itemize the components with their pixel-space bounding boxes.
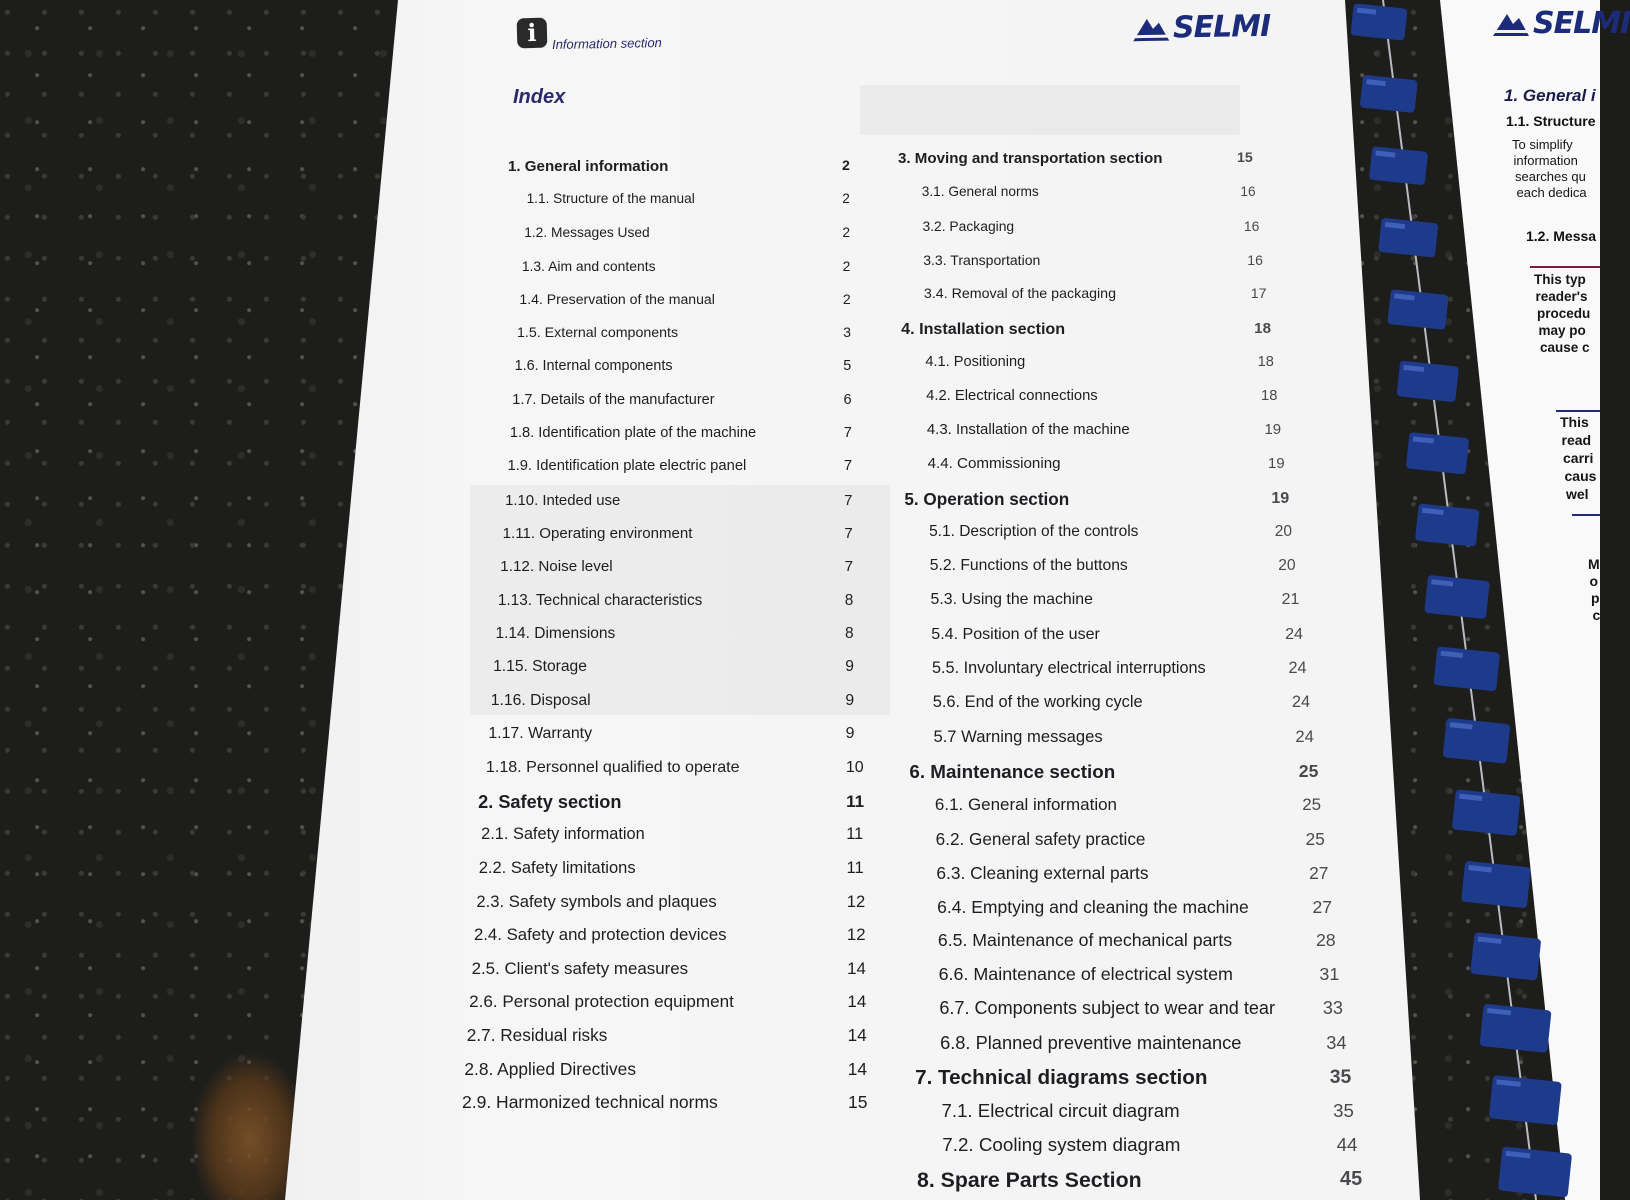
binding-loop — [1350, 3, 1407, 40]
next-page-text-line: each dedica — [1516, 185, 1587, 200]
binding-loop — [1369, 146, 1428, 185]
toc-entry-label: 1.13. Technical characteristics — [497, 591, 703, 609]
binding-loop — [1397, 361, 1459, 403]
toc-entry-label: 8. Spare Parts Section — [917, 1168, 1142, 1192]
toc-entry-page: 7 — [844, 524, 853, 542]
toc-entry-label: 5.4. Position of the user — [931, 625, 1100, 644]
next-page-text-line: o — [1589, 573, 1599, 589]
toc-entry-label: 6. Maintenance section — [909, 760, 1116, 782]
toc-entry-page: 35 — [1329, 1066, 1352, 1089]
binding-loop — [1470, 932, 1541, 981]
toc-entry-label: 6.6. Maintenance of electrical system — [938, 964, 1233, 985]
binding-loop — [1443, 718, 1511, 764]
warning-rule-3 — [1572, 514, 1600, 516]
toc-entry-page: 15 — [1237, 150, 1253, 166]
toc-entry-label: 1.2. Messages Used — [524, 224, 650, 240]
brand-name: SELMI — [1172, 8, 1271, 46]
next-page-brand: SELMI — [1533, 6, 1630, 41]
toc-entry-page: 19 — [1264, 421, 1282, 439]
toc-entry-page: 5 — [843, 358, 852, 375]
next-page-text-line: This typ — [1534, 272, 1586, 287]
toc-entry-page: 12 — [846, 891, 866, 911]
toc-entry-label: 1.4. Preservation of the manual — [519, 291, 715, 308]
binding-loop — [1489, 1075, 1562, 1125]
toc-entry-label: 2.4. Safety and protection devices — [473, 925, 727, 945]
toc-entry-label: 1.1. Structure of the manual — [526, 191, 695, 207]
toc-entry-label: 3.2. Packaging — [922, 217, 1015, 234]
toc-entry-page: 18 — [1261, 387, 1278, 404]
toc-entry-page: 14 — [847, 991, 867, 1011]
toc-entry-page: 28 — [1315, 930, 1336, 951]
toc-entry-page: 15 — [848, 1092, 868, 1112]
toc-entry-label: 2.2. Safety limitations — [478, 858, 636, 877]
next-page-subtitle-2: 1.2. Messa — [1526, 228, 1597, 244]
next-page-text-line: may po — [1538, 323, 1586, 338]
toc-entry-label: 7.2. Cooling system diagram — [942, 1134, 1181, 1156]
toc-entry-label: 2.5. Client's safety measures — [471, 958, 689, 978]
toc-entry-page: 20 — [1274, 523, 1293, 541]
toc-entry-page: 7 — [843, 424, 852, 441]
toc-entry-label: 2.8. Applied Directives — [464, 1058, 636, 1079]
toc-entry-label: 1.15. Storage — [493, 658, 587, 676]
toc-entry-label: 1.17. Warranty — [488, 725, 593, 743]
index-title: Index — [513, 86, 566, 108]
binding-loop — [1479, 1004, 1551, 1053]
toc-entry-label: 5.3. Using the machine — [930, 591, 1093, 609]
toc-entry-page: 2 — [842, 191, 850, 207]
toc-entry-label: 6.4. Emptying and cleaning the machine — [937, 896, 1249, 917]
toc-entry-label: 1.18. Personnel qualified to operate — [485, 758, 740, 777]
next-page-title: 1. General i — [1504, 86, 1596, 105]
toc-entry-label: 4.4. Commissioning — [927, 455, 1061, 473]
toc-entry-label: 4.3. Installation of the machine — [926, 421, 1130, 439]
toc-entry-label: 2. Safety section — [478, 791, 622, 812]
toc-entry-label: 1.11. Operating environment — [502, 524, 693, 542]
toc-entry-page: 24 — [1291, 692, 1311, 711]
toc-entry-label: 5. Operation section — [904, 489, 1070, 510]
next-page-text-line: information — [1513, 153, 1578, 168]
toc-entry-label: 6.8. Planned preventive maintenance — [940, 1032, 1242, 1054]
toc-entry-page: 7 — [843, 458, 853, 475]
next-page-text-line: reader's — [1535, 289, 1588, 304]
toc-entry-label: 2.1. Safety information — [481, 825, 645, 844]
toc-entry-page: 10 — [845, 758, 864, 777]
toc-entry-page: 9 — [845, 691, 855, 709]
toc-entry-page: 19 — [1271, 489, 1290, 508]
toc-entry-page: 12 — [846, 925, 866, 945]
info-icon: i — [517, 18, 548, 49]
toc-entry-label: 4. Installation section — [901, 319, 1066, 338]
toc-entry-label: 2.6. Personal protection equipment — [469, 991, 734, 1011]
next-page-text-line: read — [1561, 432, 1592, 448]
section-label: Information section — [551, 35, 662, 52]
toc-entry-label: 6.1. General information — [934, 794, 1117, 814]
toc-entry-page: 2 — [842, 224, 851, 240]
toc-entry-page: 16 — [1247, 251, 1263, 268]
toc-entry-page: 14 — [847, 1025, 867, 1046]
toc-entry-page: 25 — [1305, 828, 1325, 849]
toc-entry-label: 5.1. Description of the controls — [929, 523, 1139, 541]
toc-entry-label: 1. General information — [508, 158, 669, 175]
toc-entry-label: 6.2. General safety practice — [935, 828, 1146, 849]
toc-entry-page: 9 — [845, 658, 854, 676]
toc-entry-page: 33 — [1322, 998, 1343, 1019]
next-page-text-line: caus — [1564, 468, 1597, 484]
toc-entry-label: 1.8. Identification plate of the machine — [509, 424, 757, 441]
toc-entry-page: 2 — [842, 291, 851, 308]
toc-entry-page: 20 — [1278, 557, 1296, 575]
toc-entry-page: 34 — [1326, 1032, 1347, 1054]
next-page-text-line: p — [1591, 590, 1600, 606]
toc-entry-page: 35 — [1333, 1100, 1354, 1122]
toc-entry-page: 24 — [1295, 726, 1314, 746]
toc-entry-label: 5.6. End of the working cycle — [932, 692, 1143, 711]
binding-loop — [1415, 503, 1480, 546]
toc-entry-page: 17 — [1250, 285, 1267, 302]
toc-entry-label: 1.10. Inteded use — [505, 491, 621, 509]
toc-entry-page: 24 — [1285, 625, 1303, 644]
next-page-text-line: M — [1588, 556, 1600, 572]
toc-entry-label: 3.1. General norms — [921, 183, 1039, 199]
toc-entry-label: 6.5. Maintenance of mechanical parts — [937, 930, 1233, 951]
toc-entry-label: 1.16. Disposal — [490, 691, 591, 709]
toc-entry-label: 5.2. Functions of the buttons — [929, 557, 1128, 575]
brand-mark-icon — [1493, 12, 1529, 36]
toc-entry-page: 18 — [1254, 319, 1271, 337]
toc-entry-page: 11 — [846, 825, 864, 844]
toc-entry-page: 16 — [1243, 217, 1260, 234]
toc-entry-label: 4.1. Positioning — [925, 353, 1026, 370]
next-page-text-line: carri — [1563, 450, 1594, 466]
toc-entry-page: 3 — [843, 324, 851, 341]
next-page-subtitle: 1.1. Structure — [1506, 113, 1596, 129]
toc-entry-label: 3.4. Removal of the packaging — [923, 285, 1116, 302]
toc-entry-page: 2 — [842, 158, 850, 174]
toc-entry-page: 7 — [844, 491, 853, 509]
toc-entry-page: 14 — [847, 1058, 868, 1079]
toc-entry-page: 8 — [844, 591, 854, 609]
binding-loop — [1378, 218, 1438, 258]
binding-loop — [1433, 646, 1500, 691]
toc-entry-label: 6.3. Cleaning external parts — [936, 862, 1149, 883]
toc-entry-page: 44 — [1336, 1134, 1358, 1156]
binding-loop — [1360, 75, 1418, 113]
toc-entry-label: 1.14. Dimensions — [495, 625, 616, 642]
binding-loop — [1406, 432, 1469, 475]
next-page-text-line: This — [1560, 414, 1589, 430]
toc-entry-label: 1.12. Noise level — [500, 558, 613, 576]
toc-entry-label: 1.7. Details of the manufacturer — [512, 391, 715, 408]
toc-entry-page: 21 — [1281, 591, 1300, 609]
toc-entry-label: 1.5. External components — [517, 324, 679, 341]
toc-entry-page: 11 — [846, 858, 864, 877]
warning-rule-2 — [1556, 410, 1600, 412]
next-page-text-line: procedu — [1537, 306, 1591, 321]
toc-entry-label: 2.7. Residual risks — [466, 1025, 608, 1046]
warning-rule-1 — [1530, 266, 1600, 268]
toc-entry-label: 4.2. Electrical connections — [926, 387, 1098, 404]
toc-entry-label: 5.7 Warning messages — [933, 726, 1103, 746]
next-page-logo — [1493, 6, 1630, 41]
toc-entry-page: 9 — [845, 725, 855, 743]
toc-entry-page: 25 — [1302, 794, 1322, 814]
binding-loop — [1498, 1146, 1572, 1197]
next-page-text-line: c — [1592, 607, 1601, 623]
toc-entry-label: 1.6. Internal components — [514, 358, 673, 375]
binding-loop — [1387, 289, 1448, 330]
toc-entry-label: 6.7. Components subject to wear and tear — [939, 998, 1275, 1019]
toc-entry-page: 8 — [845, 625, 854, 642]
toc-entry-label: 2.3. Safety symbols and plaques — [476, 891, 717, 911]
toc-entry-page: 19 — [1267, 455, 1285, 473]
toc-entry-page: 16 — [1240, 183, 1256, 199]
toc-entry-page: 18 — [1257, 353, 1274, 370]
toc-entry-label: 3. Moving and transportation section — [898, 150, 1163, 167]
binding-loop — [1461, 861, 1531, 909]
toc-entry-page: 14 — [847, 958, 866, 978]
next-page-text-line: To simplify — [1512, 137, 1573, 152]
toc-entry-page: 31 — [1319, 964, 1340, 985]
toc-entry-label: 3.3. Transportation — [923, 251, 1041, 268]
toc-entry-page: 45 — [1340, 1168, 1363, 1190]
next-page-text-line: wel — [1566, 486, 1589, 502]
toc-entry-page: 27 — [1309, 862, 1329, 883]
toc-entry-page: 7 — [844, 558, 854, 576]
toc-entry-page: 6 — [843, 391, 852, 408]
toc-entry-page: 11 — [846, 791, 865, 811]
toc-entry-label: 7.1. Electrical circuit diagram — [941, 1100, 1180, 1122]
toc-entry-label: 5.5. Involuntary electrical interruptions — [932, 659, 1206, 677]
toc-entry-page: 2 — [842, 258, 851, 275]
toc-entry-label: 1.9. Identification plate electric panel — [507, 458, 747, 475]
toc-entry-label: 7. Technical diagrams section — [915, 1066, 1208, 1090]
toc-entry-page: 24 — [1288, 659, 1307, 677]
toc-entry-label: 2.9. Harmonized technical norms — [462, 1092, 718, 1112]
binding-loop — [1452, 789, 1521, 836]
toc-entry-page: 27 — [1312, 896, 1333, 917]
toc-entry-label: 1.3. Aim and contents — [521, 258, 656, 275]
next-page-text-line: cause c — [1540, 340, 1590, 355]
binding-loop — [1424, 575, 1490, 619]
next-page-text-line: searches qu — [1515, 169, 1586, 184]
toc-entry-page: 25 — [1298, 760, 1319, 781]
